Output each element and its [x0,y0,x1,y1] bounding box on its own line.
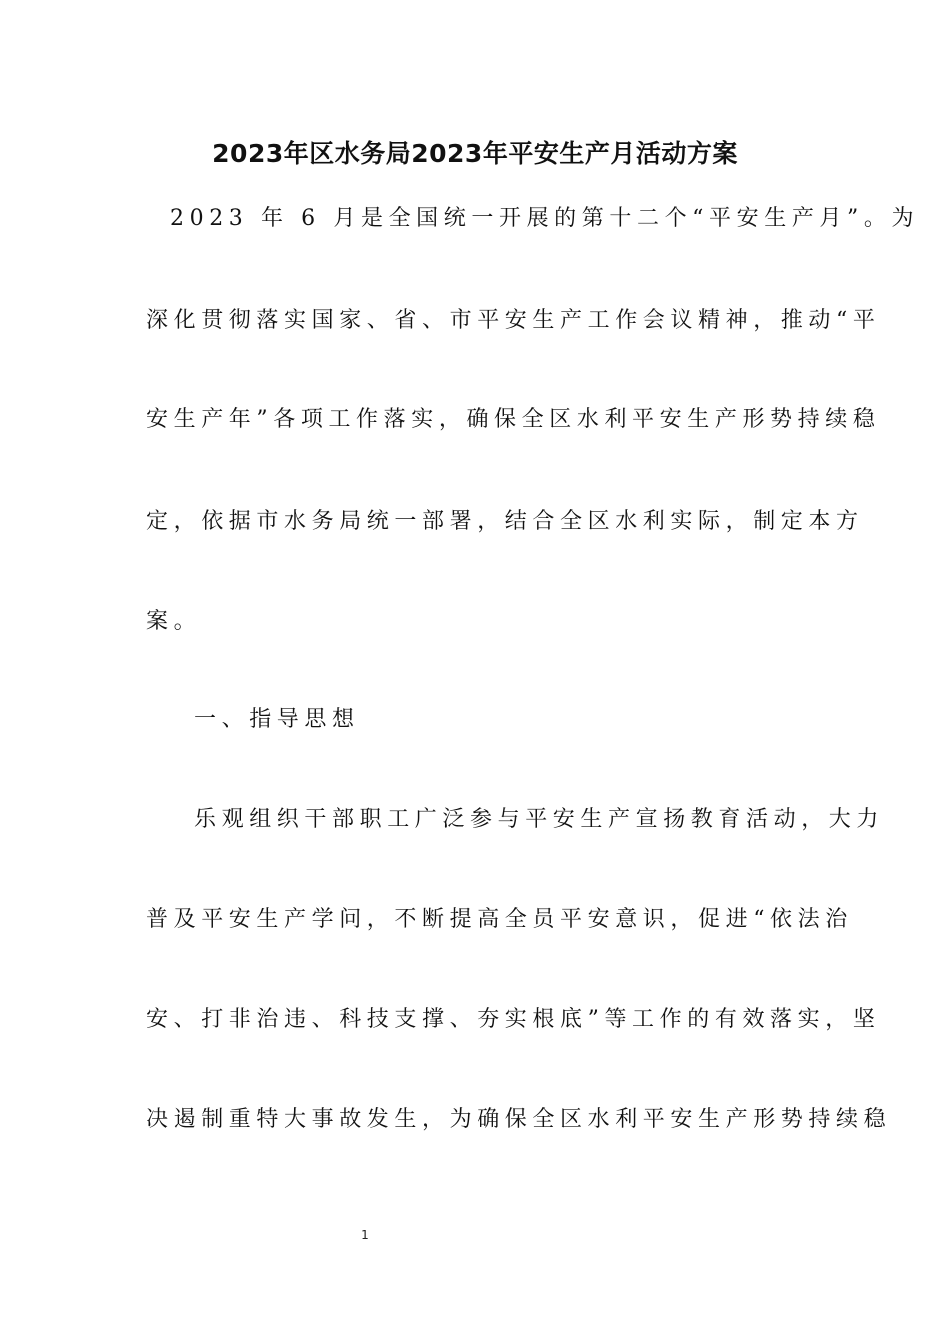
paragraph-line: 2023 年 6 月是全国统一开展的第十二个“平安生产月”。为 [170,206,920,231]
paragraph-line: 决遏制重特大事故发生，为确保全区水利平安生产形势持续稳 [146,1107,892,1132]
paragraph-line: 乐观组织干部职工广泛参与平安生产宣扬教育活动，大力 [194,807,885,832]
paragraph-line: 安生产年”各项工作落实，确保全区水利平安生产形势持续稳 [146,407,881,432]
paragraph-line: 深化贯彻落实国家、省、市平安生产工作会议精神，推动“平 [146,308,881,333]
section-heading: 一、指导思想 [194,707,360,732]
paragraph-line: 普及平安生产学问，不断提高全员平安意识，促进“依法治 [146,907,853,932]
document-title: 2023年区水务局2023年平安生产月活动方案 [212,139,738,168]
page-number: 1 [361,1228,369,1242]
paragraph-line: 安、打非治违、科技支撑、夯实根底”等工作的有效落实，坚 [146,1007,881,1032]
paragraph-line: 定，依据市水务局统一部署，结合全区水利实际，制定本方 [146,509,864,534]
paragraph-line: 案。 [146,609,202,634]
